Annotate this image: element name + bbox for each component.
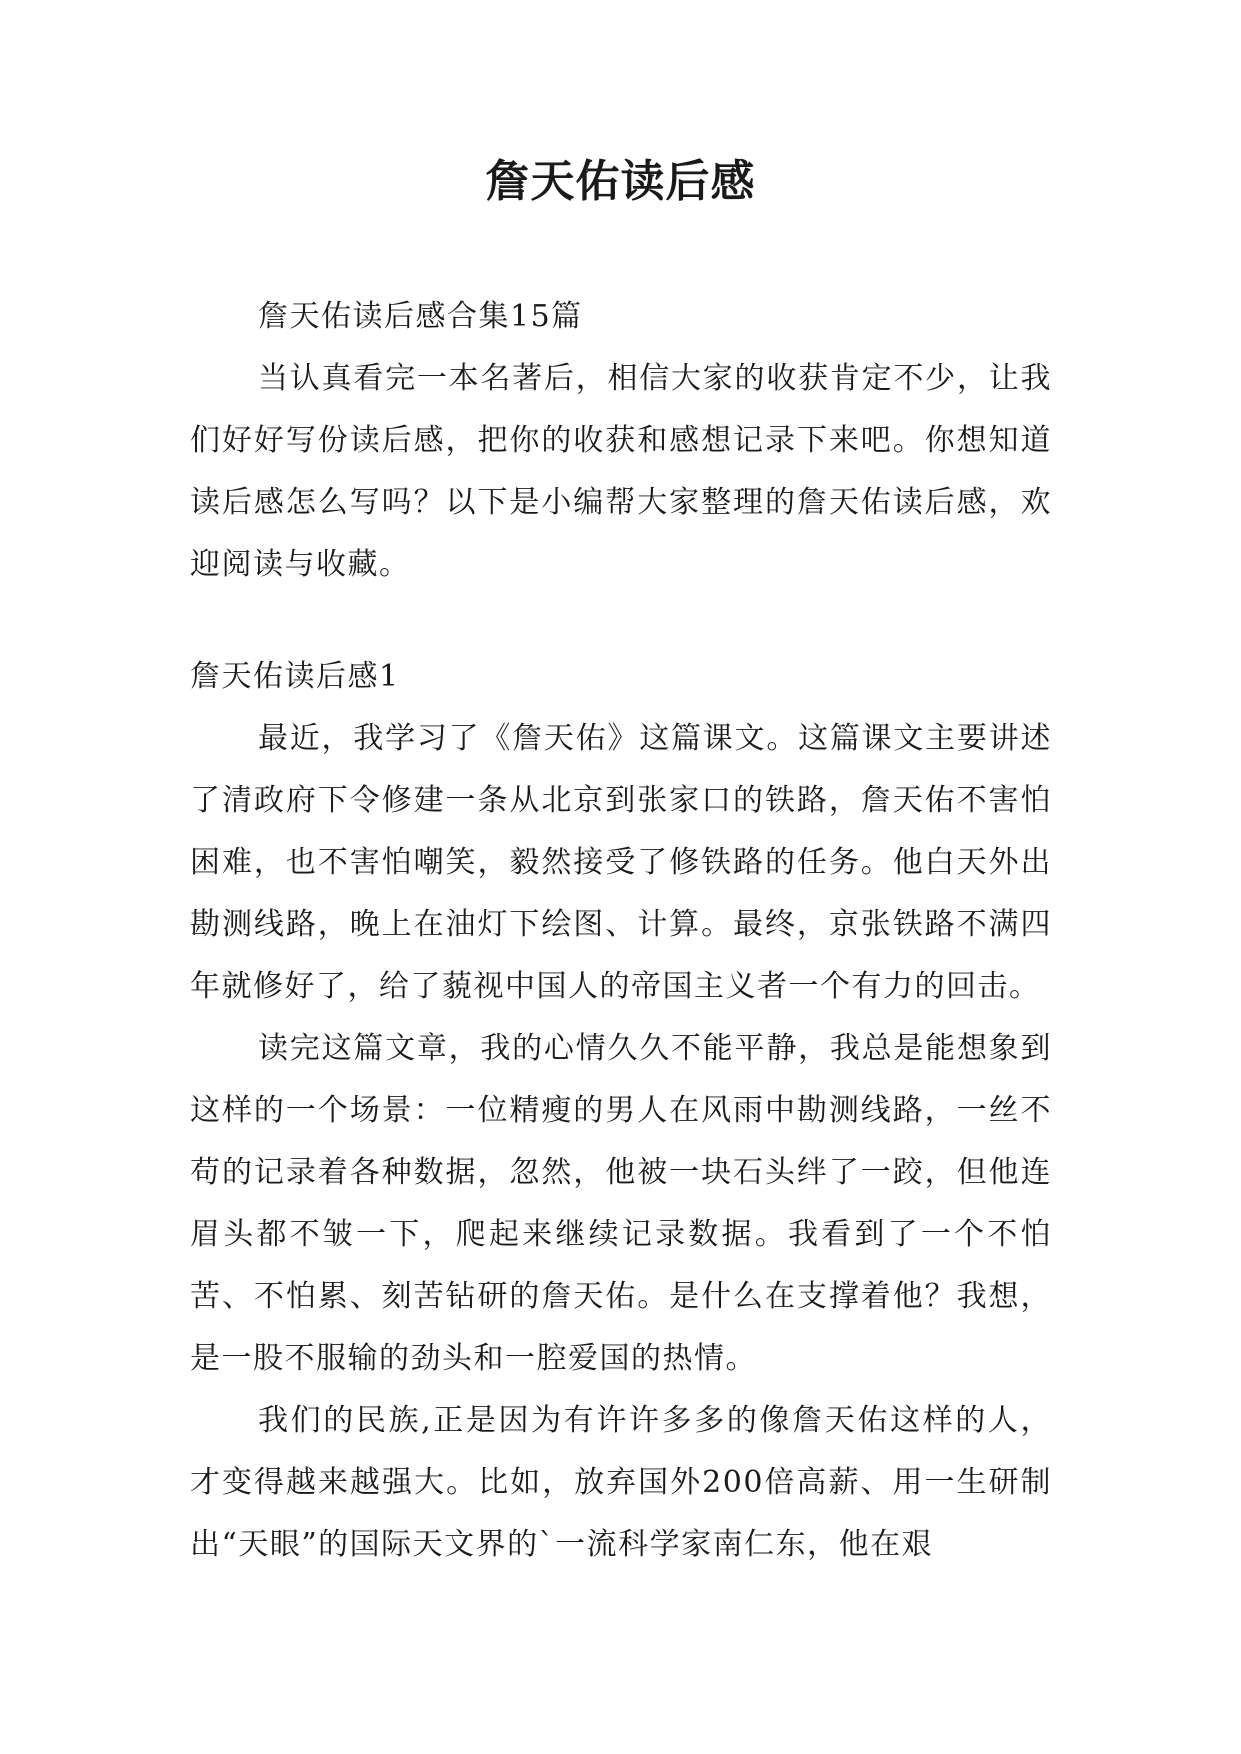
- essay-section-1: [190, 646, 1052, 1576]
- collection-subtitle: 詹天佑读后感合集15篇: [258, 299, 583, 334]
- intro-paragraph: 当认真看完一本名著后，相信大家的收获肯定不少，让我们好好写份读后感，把你的收获和感想记录下来吧。你想知道读后感怎么写吗？以下是小编帮大家整理的詹天佑读后感，欢迎阅读与收藏。: [190, 361, 1052, 582]
- body-paragraph: 最近，我学习了《詹天佑》这篇课文。这篇课文主要讲述了清政府下令修建一条从北京到张家口的铁路，詹天佑不害怕困难，也不害怕嘲笑，毅然接受了修铁路的任务。他白天外出勘测线路，晚上在油灯下绘图、计算。最终，京张铁路不满四年就修好了，给了藐视中国人的帝国主义者一个有力的回击。: [190, 721, 1052, 1004]
- body-paragraph: 读完这篇文章，我的心情久久不能平静，我总是能想象到这样的一个场景：一位精瘦的男人在风雨中勘测线路，一丝不苟的记录着各种数据，忽然，他被一块石头绊了一跤，但他连眉头都不皱一下，爬起来继续记录数据。我看到了一个不怕苦、不怕累、刻苦钻研的詹天佑。是什么在支撑着他？我想，是一股不服输的劲头和一腔爱国的热情。: [190, 1031, 1052, 1376]
- section-heading: 詹天佑读后感1: [190, 659, 400, 694]
- body-paragraph: 我们的民族,正是因为有许许多多的像詹天佑这样的人，才变得越来越强大。比如，放弃国外200倍高薪、用一生研制出“天眼”的国际天文界的`一流科学家南仁东，他在艰: [190, 1403, 1052, 1562]
- document-title: 詹天佑读后感: [485, 156, 756, 207]
- intro-section: [190, 286, 1052, 596]
